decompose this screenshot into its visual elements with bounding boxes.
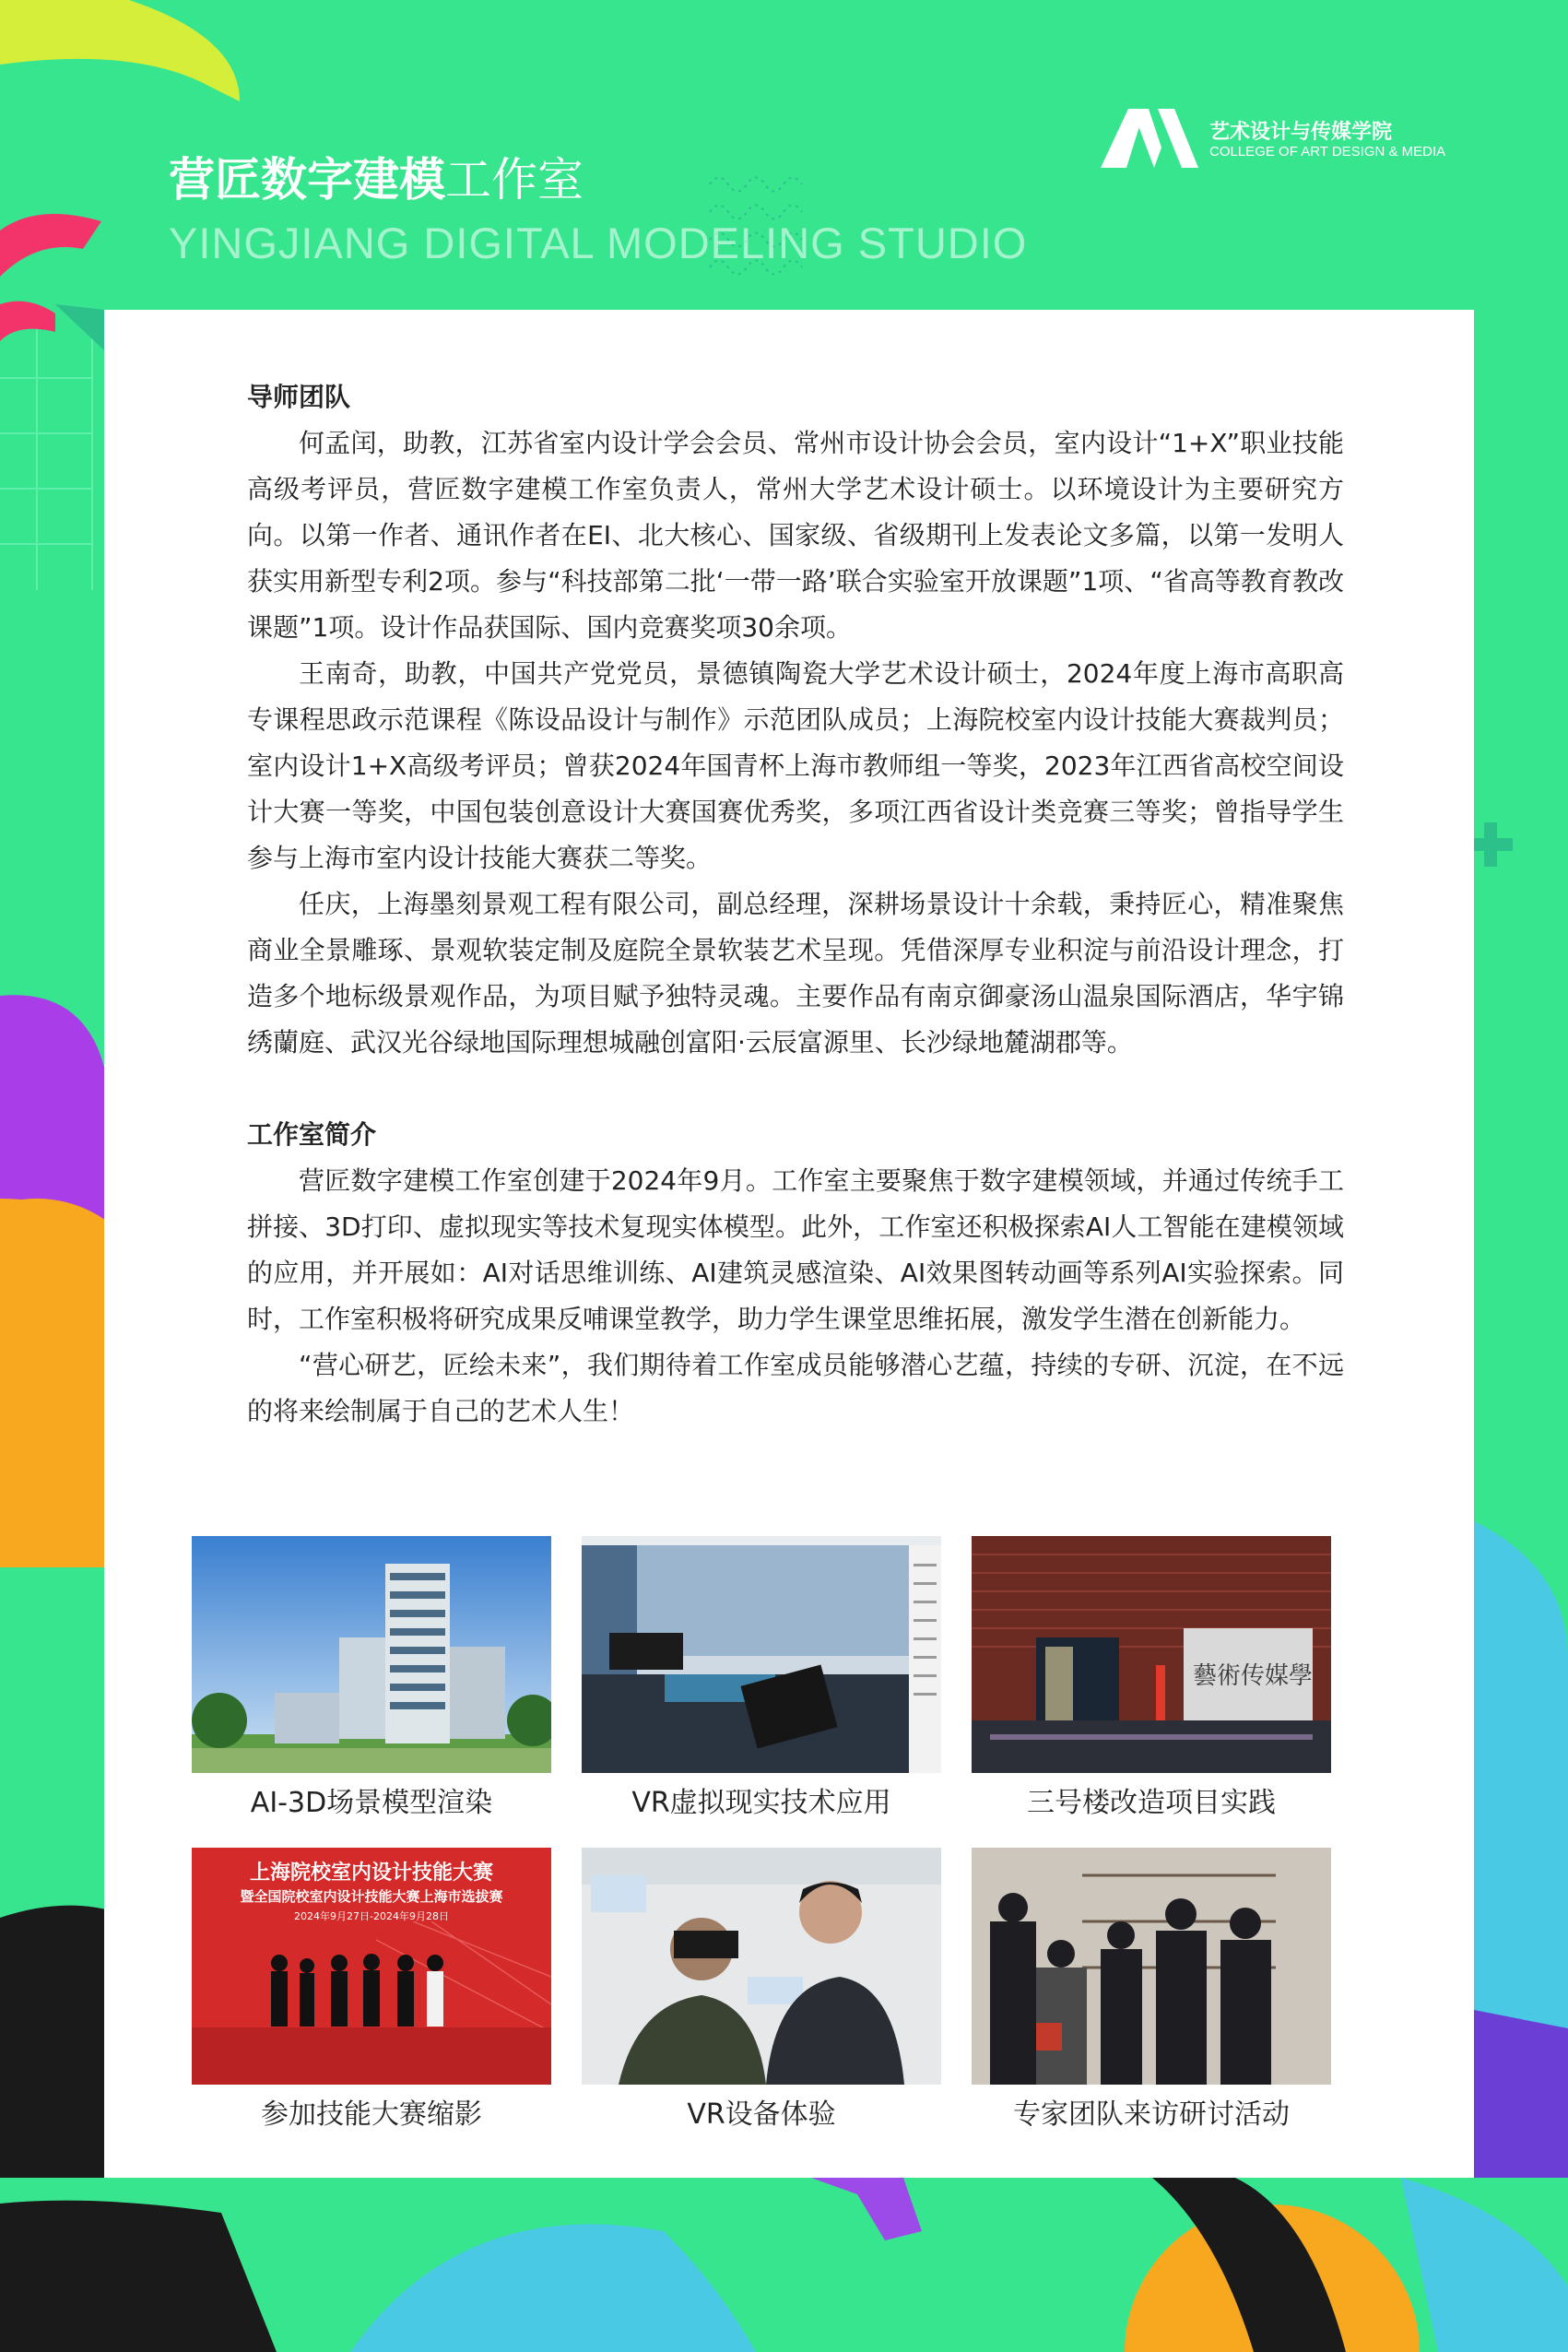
- content-card: [104, 310, 1474, 2178]
- photo-expert-visit: [972, 1848, 1331, 2085]
- page-title: [169, 153, 584, 207]
- photo-building-renovation: [972, 1536, 1331, 1773]
- banner-line2: 暨全国院校室内设计技能大赛上海市选拔赛: [240, 1888, 503, 1905]
- text-content: [247, 374, 1344, 1435]
- studio-paragraph: 营匠数字建模工作室创建于2024年9月。工作室主要聚焦于数字建模领域，并通过传统手工拼接、3D打印、虚拟现实等技术复现实体模型。此外，工作室还积极探索AI人工智能在建模领域的应用，并开展如：AI对话思维训练、AI建筑灵感渲染、AI效果图转动画等系列AI实验探索。同时，工作室积极将研究成果反哺课堂教学，助力学生课堂思维拓展，激发学生潜在创新能力。: [247, 1165, 1344, 1334]
- mentor-paragraph: 任庆，上海墨刻景观工程有限公司，副总经理，深耕场景设计十余载，秉持匠心，精准聚焦商业全景雕琢、景观软装定制及庭院全景软装艺术呈现。凭借深厚专业积淀与前沿设计理念，打造多个地标级景观作品，为项目赋予独特灵魂。主要作品有南京御豪汤山温泉国际酒店，华宇锦绣蘭庭、武汉光谷绿地国际理想城融创富阳·云辰富源里、长沙绿地麓湖郡等。: [247, 889, 1344, 1058]
- photo-caption: AI-3D场景模型渲染: [250, 1787, 493, 1819]
- banner-line1: 上海院校室内设计技能大赛: [249, 1862, 493, 1885]
- photo-caption: 专家团队来访研讨活动: [1013, 2098, 1290, 2131]
- photo-caption: 三号楼改造项目实践: [1027, 1787, 1276, 1819]
- photo-vr-experience: [582, 1848, 941, 2085]
- photo-competition: [192, 1848, 551, 2085]
- photo-caption: 参加技能大赛缩影: [261, 2098, 482, 2131]
- photo-vr-technology: [582, 1536, 941, 1773]
- building-sign-text: 藝術传媒學: [1193, 1662, 1314, 1690]
- college-logo: [1097, 103, 1466, 177]
- studio-title: 工作室简介: [247, 1119, 377, 1150]
- studio-paragraph: “营心研艺，匠绘未来”，我们期待着工作室成员能够潜心艺蕴，持续的专研、沉淀，在不远的将来绘制属于自己的艺术人生！: [247, 1350, 1344, 1426]
- photo-caption: VR设备体验: [687, 2098, 836, 2131]
- banner-line3: 2024年9月27日-2024年9月28日: [294, 1910, 449, 1922]
- photo-caption: VR虚拟现实技术应用: [631, 1787, 891, 1819]
- mentor-paragraph: 何孟闰，助教，江苏省室内设计学会会员、常州市设计协会会员，室内设计“1+X”职业技能高级考评员，营匠数字建模工作室负责人，常州大学艺术设计硕士。以环境设计为主要研究方向。以第一作者、通讯作者在EI、北大核心、国家级、省级期刊上发表论文多篇，以第一发明人获实用新型专利2项。参与“科技部第二批‘一带一路’联合实验室开放课题”1项、“省高等教育教改课题”1项。设计作品获国际、国内竞赛奖项30余项。: [247, 428, 1344, 643]
- page-subtitle: YINGJIANG DIGITAL MODELING STUDIO: [169, 219, 1028, 267]
- mentors-title: 导师团队: [247, 382, 351, 412]
- college-name-en: COLLEGE OF ART DESIGN & MEDIA: [1209, 144, 1446, 160]
- title-bold: 营匠数字建模: [169, 153, 445, 207]
- college-m-logo-icon: [1097, 103, 1200, 173]
- photo-ai-3d-render: [192, 1536, 551, 1773]
- college-name-cn: 艺术设计与传媒学院: [1209, 121, 1393, 144]
- mentor-paragraph: 王南奇，助教，中国共产党党员，景德镇陶瓷大学艺术设计硕士，2024年度上海市高职高专课程思政示范课程《陈设品设计与制作》示范团队成员；上海院校室内设计技能大赛裁判员；室内设计1+X高级考评员；曾获2024年国青杯上海市教师组一等奖，2023年江西省高校空间设计大赛一等奖，中国包装创意设计大赛国赛优秀奖，多项江西省设计类竞赛三等奖；曾指导学生参与上海市室内设计技能大赛获二等奖。: [247, 658, 1344, 873]
- title-light: 工作室: [445, 153, 584, 207]
